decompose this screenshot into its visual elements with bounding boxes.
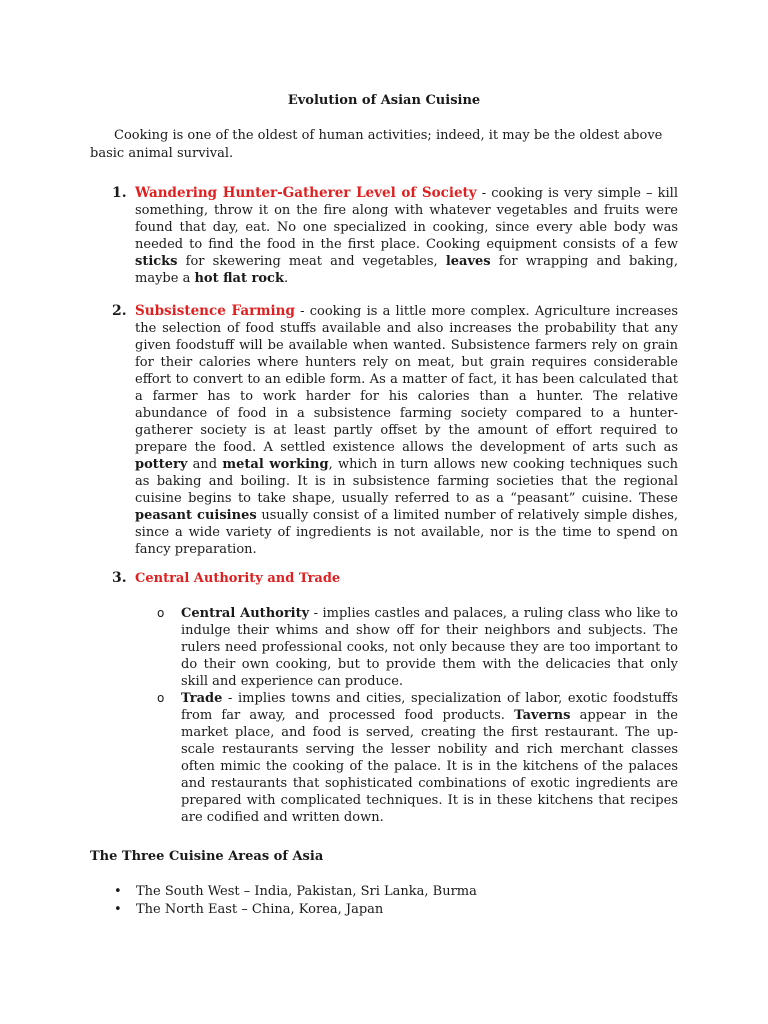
item-text: . (283, 271, 289, 286)
circle-bullet-icon: o (157, 606, 165, 620)
sub-item-text: appear in the market place, and food is served, creating the first restaurant. The up-scale restaurants serving the lesser nobility and rich merchant classes often mimic the cooking of the palace. It is in the kitchens of the palaces and restaurants that sophisticated combinations of exotic ingredients are prepared with complicated techniques. It is in these kitchens that recipes are codified and written down. (181, 708, 678, 825)
sub-item-central-authority (157, 605, 678, 690)
item-bold: hot flat rock (194, 271, 284, 286)
bullet-dot-icon: • (114, 902, 122, 917)
item-heading: Subsistence Farming (135, 303, 295, 319)
bullet-item (114, 883, 477, 901)
item-bold: peasant cuisines (135, 508, 257, 523)
item-heading: Wandering Hunter-Gatherer Level of Society (135, 185, 477, 201)
list-number: 3. (112, 570, 127, 586)
sub-item-bold: Central Authority (181, 606, 310, 621)
list-number: 1. (112, 185, 127, 201)
item-text: for wrapping and baking, maybe a (135, 254, 678, 286)
section-heading: The Three Cuisine Areas of Asia (90, 849, 324, 864)
item-text: usually consist of a limited number of relatively simple dishes, since a wide variety of ingredients is not available, nor is the time to spend on fancy preparation. (135, 508, 678, 557)
item-bold: pottery (135, 457, 188, 472)
sub-item-bold: Taverns (514, 708, 571, 723)
bullet-item (114, 901, 384, 919)
intro-paragraph: Cooking is one of the oldest of human activities; indeed, it may be the oldest above basic animal survival. (90, 128, 663, 161)
item-bold: sticks (135, 254, 178, 269)
item-text: for skewering meat and vegetables, (177, 254, 446, 269)
list-item-1 (112, 185, 678, 287)
circle-bullet-icon: o (157, 691, 165, 705)
item-bold: metal working (222, 457, 329, 472)
item-text: and (187, 457, 223, 472)
sub-item-bold: Trade (181, 691, 223, 706)
item-text: , which in turn allows new cooking techniques such as baking and boiling. It is in subsistence farming societies that the regional cuisine begins to take shape, usually referred to as a “peasant” cuisine. These (135, 457, 678, 506)
item-text: - cooking is a little more complex. Agriculture increases the selection of food stuffs available and also increases the probability that any given foodstuff will be available when wanted. Subsistence farmers rely on grain for their calories where hunters rely on meat, but grain requires considerable effort to convert to an edible form. As a matter of fact, it has been calculated that a farmer has to work harder for his calories than a hunter. The relative abundance of food in a subsistence farming society compared to a hunter-gatherer society is at least partly offset by the amount of effort required to prepare the food. A settled existence allows the development of arts such as (135, 304, 678, 455)
item-text: - cooking is very simple – kill something, throw it on the fire along with whatever vegetables and fruits were found that day, eat. No one specialized in cooking, since every able body was needed to find the food in the first place. Cooking equipment consists of a few (135, 186, 678, 252)
sub-item-text: - implies castles and palaces, a ruling class who like to indulge their whims and show off for their neighbors and subjects. The rulers need professional cooks, not only because they are too important to do their own cooking, but to provide them with the delicacies that only skill and experience can produce. (181, 606, 678, 689)
list-item-3 (112, 570, 678, 587)
item-heading: Central Authority and Trade (135, 571, 341, 586)
sub-item-trade (157, 690, 678, 826)
list-item-2 (112, 303, 678, 558)
bullet-text: The South West – India, Pakistan, Sri Lanka, Burma (136, 884, 477, 899)
bullet-dot-icon: • (114, 884, 122, 899)
list-number: 2. (112, 303, 127, 319)
item-bold: leaves (445, 254, 491, 269)
sub-item-text: - implies towns and cities, specialization of labor, exotic foodstuffs from far away, and processed food products. (181, 691, 678, 723)
document-title: Evolution of Asian Cuisine (287, 93, 481, 108)
bullet-text: The North East – China, Korea, Japan (136, 902, 384, 917)
